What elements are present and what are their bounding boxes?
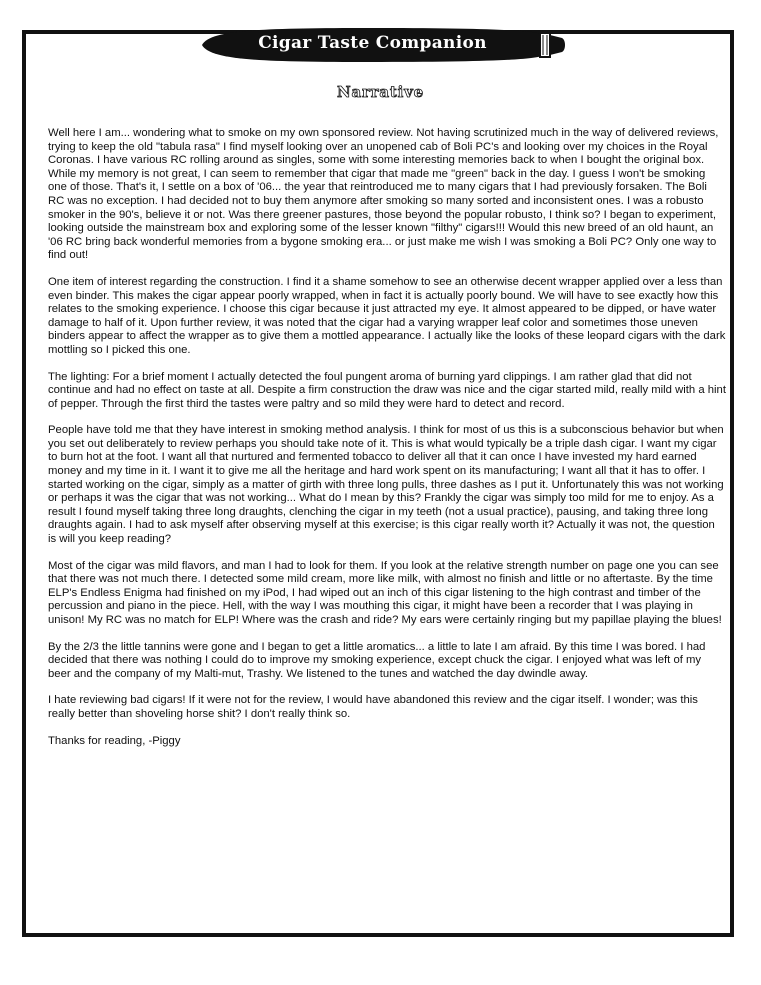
narrative-paragraph: The lighting: For a brief moment I actually detected the foul pungent aroma of burning yard clippings. I am rather glad that did not continue and had no effect on taste at all. Despite a firm construction the draw was nice and the cigar started mild, really mild with a hint of pepper. Through the first third the tastes were paltry and so mild they were hard to detect and record. [48,370,726,410]
narrative-body [48,127,726,761]
narrative-paragraph: I hate reviewing bad cigars! If it were not for the review, I would have abandoned this review and the cigar itself. I wonder; was this really better than shoveling horse shit? I don't really think so. [48,694,698,720]
narrative-paragraph: By the 2/3 the little tannins were gone and I began to get a little aromatics... a little to late I am afraid. By this time I was bored. I had decided that there was nothing I could do to improve my smoking experience, except chuck the cigar. I enjoyed what was left of my beer and the company of my Malti-mut, Trashy. We listened to the tunes and watched the day dwindle away. [48,640,706,680]
header-title: Cigar Taste Companion [258,33,487,53]
narrative-paragraph: One item of interest regarding the construction. I find it a shame somehow to see an otherwise decent wrapper applied over a less than even binder. This makes the cigar appear poorly wrapped, when in fact it is actually poorly bound. We will have to see exactly how this relates to the smoking experience. I choose this cigar because it just attracted my eye. It almost appeared to be dipped, or have water damage to half of it. Upon further review, it was noted that the cigar had a varying wrapper leaf color and sometimes those uneven binders appear to affect the wrapper as to give them a mottled appearance. I actually like the looks of these leopard cigars with the dark mottling so I picked this one. [48,275,726,356]
header-banner [190,26,575,64]
narrative-paragraph: Most of the cigar was mild flavors, and man I had to look for them. If you look at the relative strength number on page one you can see that there was not much there. I detected some mild cream, more like milk, with almost no finish and little or no aftertaste. By the time ELP's Endless Enigma had finished on my iPod, I had wiped out an inch of this cigar listening to the high contrast and timber of the percussion and piano in the piece. Hell, with the way I was mouthing this cigar, it might have been a recorder that I was playing in unison! My RC was no match for ELP! Where was the crash and ride? My ears were certainly ringing but my papillae playing the blues! [48,559,722,626]
narrative-paragraph: People have told me that they have interest in smoking method analysis. I think for most of us this is a subconscious behavior but when you set out deliberately to review perhaps you should take note of it. This is what would typically be a triple dash cigar. I want my cigar to burn hot at the foot. I want all that nurtured and fermented tobacco to deliver all that it can once I have invested my hard earned money and my time in it. I want it to give me all the heritage and hard work spent on its manufacturing; I want all that it has to offer. I started working on the cigar, simply as a matter of girth with three long pulls, three dashes as I put it. Unfortunately this was not working or perhaps it was the cigar that was not working... What do I mean by this? Frankly the cigar was simply too mild for me to enjoy. As a result I found myself taking three long draughts, clenching the cigar in my teeth (not a usual practice), pausing, and taking three long draughts again. I had to ask myself after observing myself at this exercise; is this cigar really worth it? Actually it was not, the question is will you keep reading? [48,424,724,546]
narrative-paragraph: Well here I am... wondering what to smoke on my own sponsored review. Not having scrutinized much in the way of delivered reviews, trying to keep the old "tabula rasa" I find myself looking over an unopened cab of Boli PC's and looking over my choices in the Royal Coronas. I have various RC rolling around as singles, some with some interesting memories back to when I bought the original box. While my memory is not great, I can seem to remember that cigar that made me "green" back in the day. I guess I won't be smoking one of those. That's it, I settle on a box of '06... the year that reintroduced me to many cigars that I had previously forsaken. The Boli RC was no exception. I had decided not to buy them anymore after smoking so many sorted and inconsistent ones. I was a robusto smoker in the 90's, believe it or not. Was there greener pastures, those beyond the popular robusto, I think so? I began to experiment, looking outside the mainstream box and exploring some of the lesser known "filthy" cigars!!! Would this new breed of an old haunt, an '06 RC bring back wonderful memories from a bygone smoking era... or just make me wish I was smoking a Boli PC? Only one way to find out! [48,127,719,262]
sign-off: Thanks for reading, -Piggy [48,734,181,747]
section-title: Narrative [336,83,425,101]
